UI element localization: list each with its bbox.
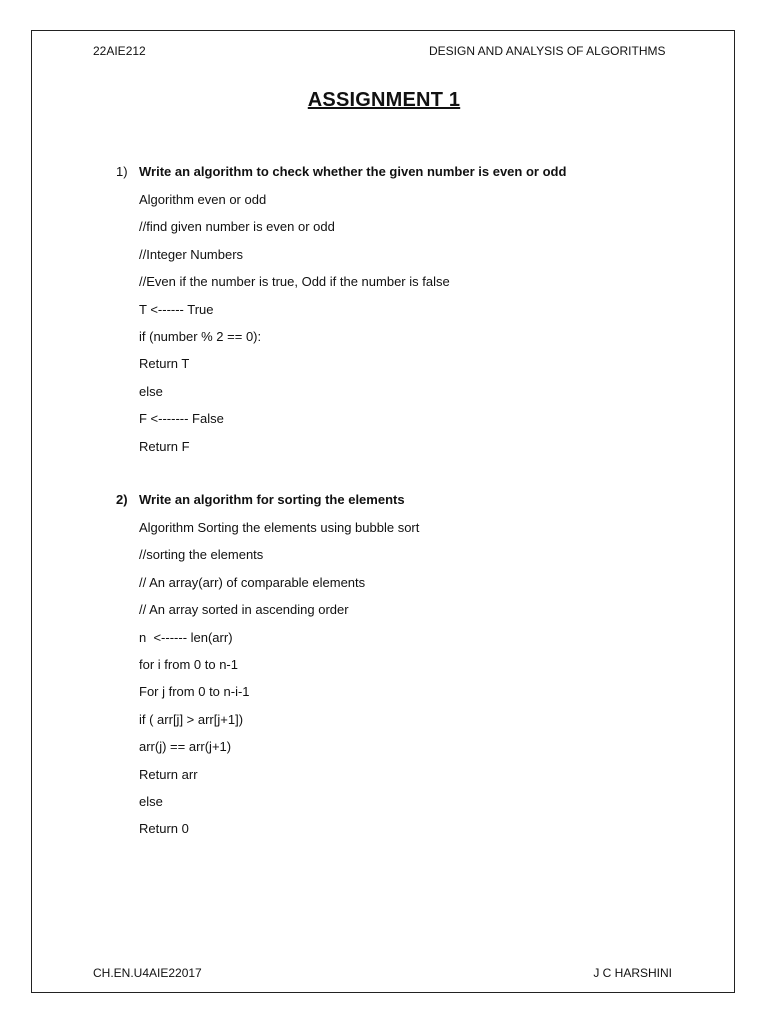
algorithm-line: Return arr [139, 766, 198, 782]
algorithm-line: Return 0 [139, 821, 189, 837]
question-1-number: 1) [116, 164, 128, 179]
algorithm-line: n <------ len(arr) [139, 629, 233, 645]
question-1-algorithm [139, 192, 450, 466]
question-2-algorithm [139, 520, 419, 849]
algorithm-line: if ( arr[j] > arr[j+1]) [139, 711, 244, 727]
algorithm-line: if (number % 2 == 0): [139, 328, 262, 344]
algorithm-line: //find given number is even or odd [139, 219, 335, 235]
student-name: J C HARSHINI [593, 966, 672, 980]
question-1-heading: Write an algorithm to check whether the given number is even or odd [139, 164, 567, 179]
course-name: DESIGN AND ANALYSIS OF ALGORITHMS [429, 44, 666, 58]
algorithm-line: Return T [139, 356, 190, 372]
algorithm-line: // An array(arr) of comparable elements [139, 574, 366, 590]
algorithm-line: //sorting the elements [139, 547, 264, 563]
algorithm-line: Return F [139, 438, 190, 454]
roll-number: CH.EN.U4AIE22017 [93, 966, 202, 980]
algorithm-line: //Integer Numbers [139, 246, 244, 262]
algorithm-line: F <------- False [139, 411, 224, 427]
algorithm-line: else [139, 383, 163, 399]
course-code: 22AIE212 [93, 44, 146, 58]
algorithm-line: Algorithm even or odd [139, 192, 267, 207]
algorithm-line: Algorithm Sorting the elements using bubble sort [139, 520, 420, 535]
algorithm-line: For j from 0 to n-i-1 [139, 684, 250, 700]
algorithm-line: T <------ True [139, 301, 214, 317]
question-2-heading: Write an algorithm for sorting the elements [139, 492, 405, 507]
question-2-number: 2) [116, 492, 128, 507]
algorithm-line: for i from 0 to n-1 [139, 656, 238, 672]
algorithm-line: //Even if the number is true, Odd if the number is false [139, 274, 450, 290]
algorithm-line: // An array sorted in ascending order [139, 602, 349, 618]
page-title: ASSIGNMENT 1 [307, 89, 461, 111]
algorithm-line: arr(j) == arr(j+1) [139, 739, 232, 755]
algorithm-line: else [139, 793, 163, 809]
